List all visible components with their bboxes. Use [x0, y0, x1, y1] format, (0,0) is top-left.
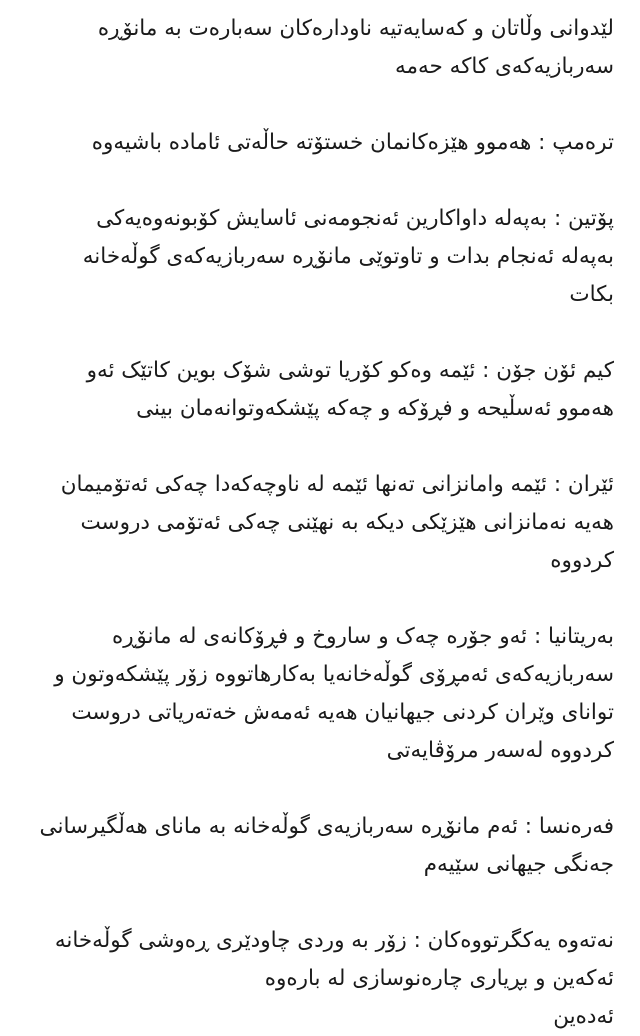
text-line: بکات	[569, 282, 614, 307]
text-line: هەموو ئەسڵیحە و فڕۆکە و چەکە پێشکەوتوانەمان بینی	[136, 396, 614, 421]
text-line: نەتەوە یەکگرتووەکان : زۆر بە وردی چاودێری ڕەوشی گوڵەخانە	[54, 928, 614, 953]
text-line: توانای وێران کردنی جیهانیان هەیە ئەمەش خەتەریاتی دروست	[71, 700, 614, 725]
paragraph-united-nations	[26, 922, 614, 1036]
text-line: سەربازیەکەی ئەمڕۆی گوڵەخانەیا بەکارهاتووە زۆر پێشکەوتون و	[54, 662, 614, 687]
paragraph-kim-jong-un	[26, 352, 614, 428]
text-line: بەپەلە ئەنجام بدات و تاوتوێی مانۆڕە سەربازیەکەی گوڵەخانە	[82, 244, 614, 269]
text-line: کردووە	[550, 548, 614, 573]
text-line: ئەدەین	[553, 1004, 614, 1029]
paragraph-iran	[26, 466, 614, 580]
text-line: پۆتین : بەپەلە داواکارین ئەنجومەنی ئاسایش کۆبونەوەیەکی	[96, 206, 614, 231]
text-line: ئێران : ئێمە وامانزانی تەنها ئێمە لە ناوچەکەدا چەکی ئەتۆمیمان	[60, 472, 614, 497]
text-line: کردووە لەسەر مرۆڤایەتی	[386, 738, 614, 763]
text-line: جەنگی جیهانی سێیەم	[423, 852, 614, 877]
paragraph-britain	[26, 618, 614, 770]
text-line: هەیە نەمانزانی هێزێکی دیکە بە نهێنی چەکی ئەتۆمی دروست	[80, 510, 614, 535]
paragraph-france	[26, 808, 614, 884]
text-line: سەربازیەکەی کاکە حەمە	[394, 54, 614, 79]
text-line: لێدوانی وڵاتان و کەسایەتیە ناودارەکان سەبارەت بە مانۆڕە	[97, 16, 614, 41]
text-line: بەریتانیا : ئەو جۆرە چەک و ساروخ و فڕۆکانەی لە مانۆڕە	[111, 624, 614, 649]
text-line: کیم ئۆن جۆن : ئێمە وەکو کۆریا توشی شۆک بوین کاتێک ئەو	[86, 358, 614, 383]
text-line: ترەمپ : هەموو هێزەکانمان خستۆتە حاڵەتی ئامادە باشیەوە	[91, 130, 614, 155]
text-line: ئەکەین و بڕیاری چارەنوسازی لە بارەوە	[264, 966, 614, 991]
text-line: فەرەنسا : ئەم مانۆڕە سەربازیەی گوڵەخانە بە مانای هەڵگیرسانی	[39, 814, 614, 839]
paragraph-putin	[26, 200, 614, 314]
paragraph-intro	[26, 10, 614, 86]
paragraph-trump	[26, 124, 614, 162]
